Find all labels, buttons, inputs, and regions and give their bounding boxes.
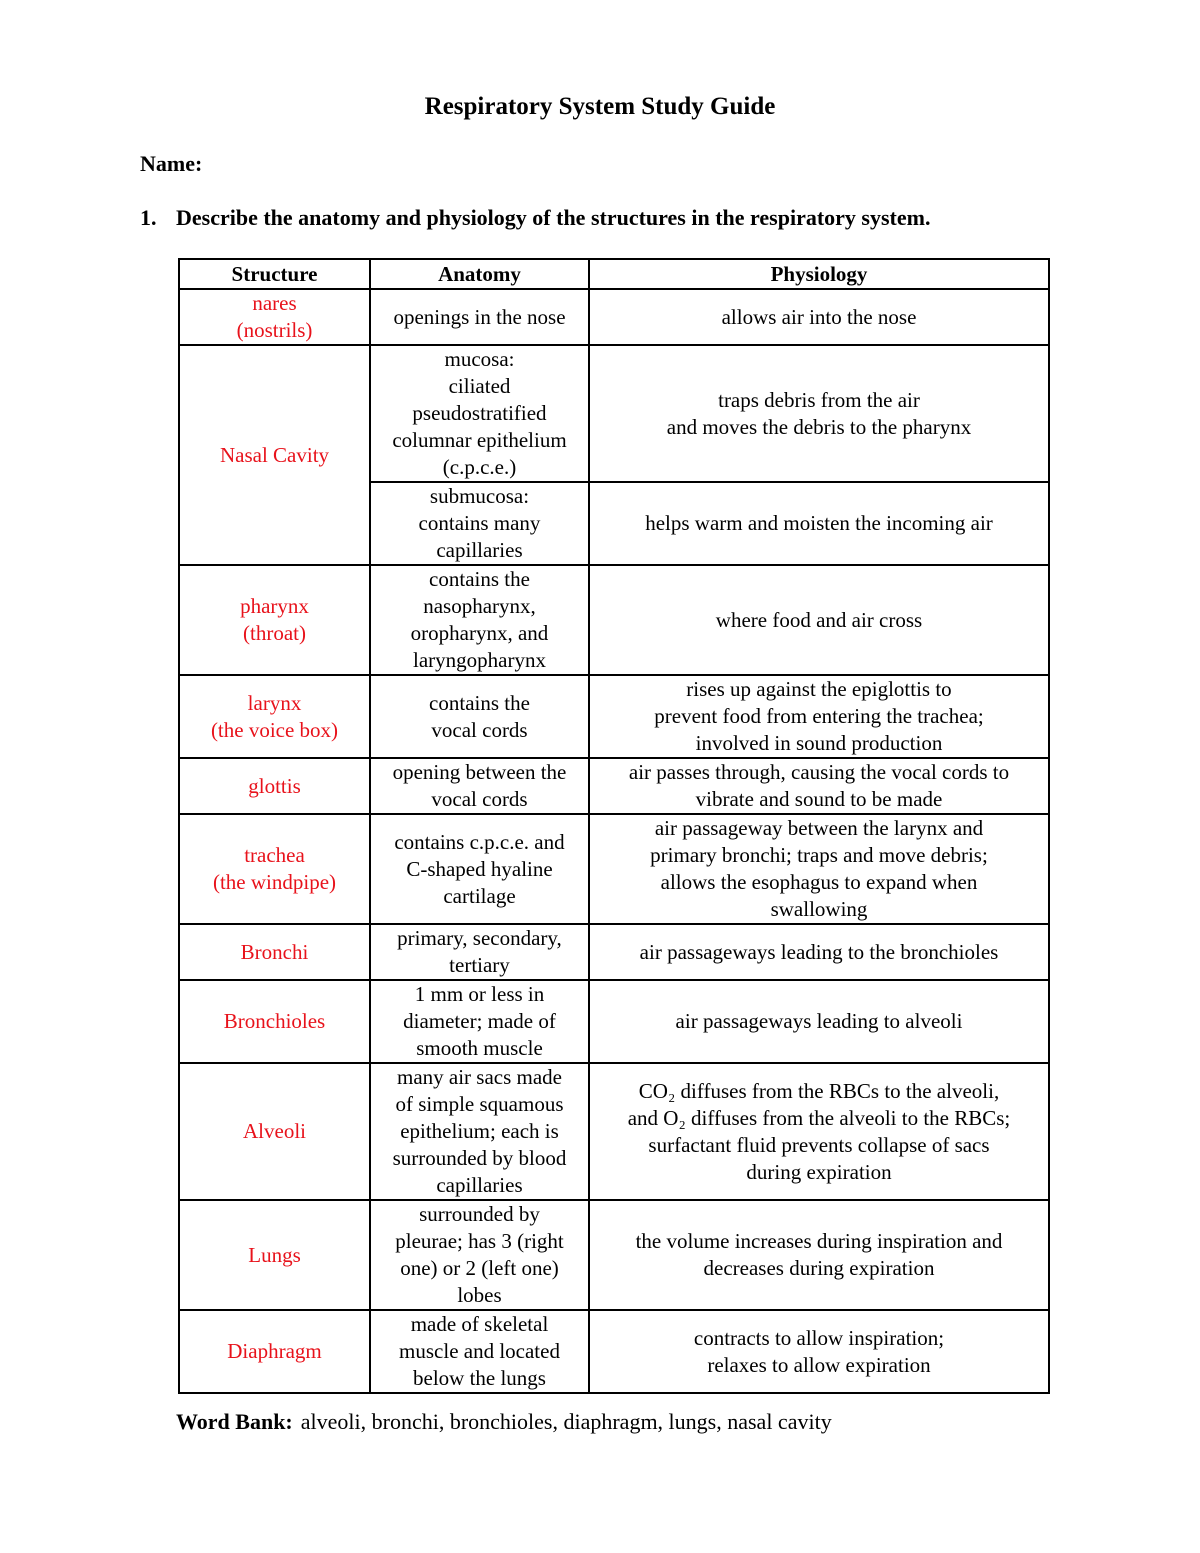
header-structure: Structure [179, 259, 370, 289]
physiology-cell: air passageways leading to the bronchioles [589, 924, 1049, 980]
table-row [179, 1200, 1049, 1310]
anatomy-cell: submucosa: contains many capillaries [370, 482, 589, 565]
table-header-row [179, 259, 1049, 289]
physiology-cell: allows air into the nose [589, 289, 1049, 345]
structure-cell: trachea (the windpipe) [179, 814, 370, 924]
physiology-cell: the volume increases during inspiration and decreases during expiration [589, 1200, 1049, 1310]
header-physiology: Physiology [589, 259, 1049, 289]
structure-cell: nares (nostrils) [179, 289, 370, 345]
question-text: Describe the anatomy and physiology of the structures in the respiratory system. [176, 205, 931, 230]
header-anatomy: Anatomy [370, 259, 589, 289]
structure-cell: larynx (the voice box) [179, 675, 370, 758]
anatomy-cell: opening between the vocal cords [370, 758, 589, 814]
structure-cell: Nasal Cavity [179, 345, 370, 565]
physiology-cell: traps debris from the air and moves the debris to the pharynx [589, 345, 1049, 482]
physiology-cell: air passes through, causing the vocal cords to vibrate and sound to be made [589, 758, 1049, 814]
table-row [179, 814, 1049, 924]
structure-cell: glottis [179, 758, 370, 814]
table-row [179, 980, 1049, 1063]
table-row [179, 1063, 1049, 1200]
word-bank-label: Word Bank: [176, 1409, 293, 1434]
anatomy-cell: surrounded by pleurae; has 3 (right one) or 2 (left one) lobes [370, 1200, 589, 1310]
physiology-cell: air passageways leading to alveoli [589, 980, 1049, 1063]
word-bank-text: alveoli, bronchi, bronchioles, diaphragm, lungs, nasal cavity [300, 1409, 832, 1434]
physiology-cell: helps warm and moisten the incoming air [589, 482, 1049, 565]
anatomy-cell: openings in the nose [370, 289, 589, 345]
question-number: 1. [140, 205, 157, 230]
page-title: Respiratory System Study Guide [424, 93, 776, 120]
physiology-cell: contracts to allow inspiration; relaxes to allow expiration [589, 1310, 1049, 1393]
physiology-cell: where food and air cross [589, 565, 1049, 675]
table-row [179, 924, 1049, 980]
physiology-cell: air passageway between the larynx and primary bronchi; traps and move debris; allows the esophagus to expand when swallowing [589, 814, 1049, 924]
physiology-cell: rises up against the epiglottis to prevent food from entering the trachea; involved in sound production [589, 675, 1049, 758]
anatomy-cell: contains the vocal cords [370, 675, 589, 758]
structure-cell: Diaphragm [179, 1310, 370, 1393]
anatomy-cell: made of skeletal muscle and located below the lungs [370, 1310, 589, 1393]
name-label: Name: [140, 151, 203, 176]
table-row [179, 758, 1049, 814]
table-row [179, 345, 1049, 482]
table-row [179, 675, 1049, 758]
physiology-cell: CO₂ diffuses from the RBCs to the alveoli, and O₂ diffuses from the alveoli to the RBCs; surfactant fluid prevents collapse of sacs during expiration [589, 1063, 1049, 1200]
structure-cell: pharynx (throat) [179, 565, 370, 675]
question-1 [140, 205, 930, 231]
structure-cell: Bronchioles [179, 980, 370, 1063]
anatomy-cell: contains the nasopharynx, oropharynx, and laryngopharynx [370, 565, 589, 675]
anatomy-cell: contains c.p.c.e. and C-shaped hyaline cartilage [370, 814, 589, 924]
word-bank [176, 1409, 832, 1435]
anatomy-cell: 1 mm or less in diameter; made of smooth muscle [370, 980, 589, 1063]
structure-cell: Bronchi [179, 924, 370, 980]
anatomy-cell: many air sacs made of simple squamous epithelium; each is surrounded by blood capillaries [370, 1063, 589, 1200]
table-row [179, 565, 1049, 675]
anatomy-cell: primary, secondary, tertiary [370, 924, 589, 980]
anatomy-cell: mucosa: ciliated pseudostratified columnar epithelium (c.p.c.e.) [370, 345, 589, 482]
structure-cell: Lungs [179, 1200, 370, 1310]
study-guide-table [178, 258, 1050, 1394]
structure-cell: Alveoli [179, 1063, 370, 1200]
table-row [179, 1310, 1049, 1393]
table-row [179, 289, 1049, 345]
